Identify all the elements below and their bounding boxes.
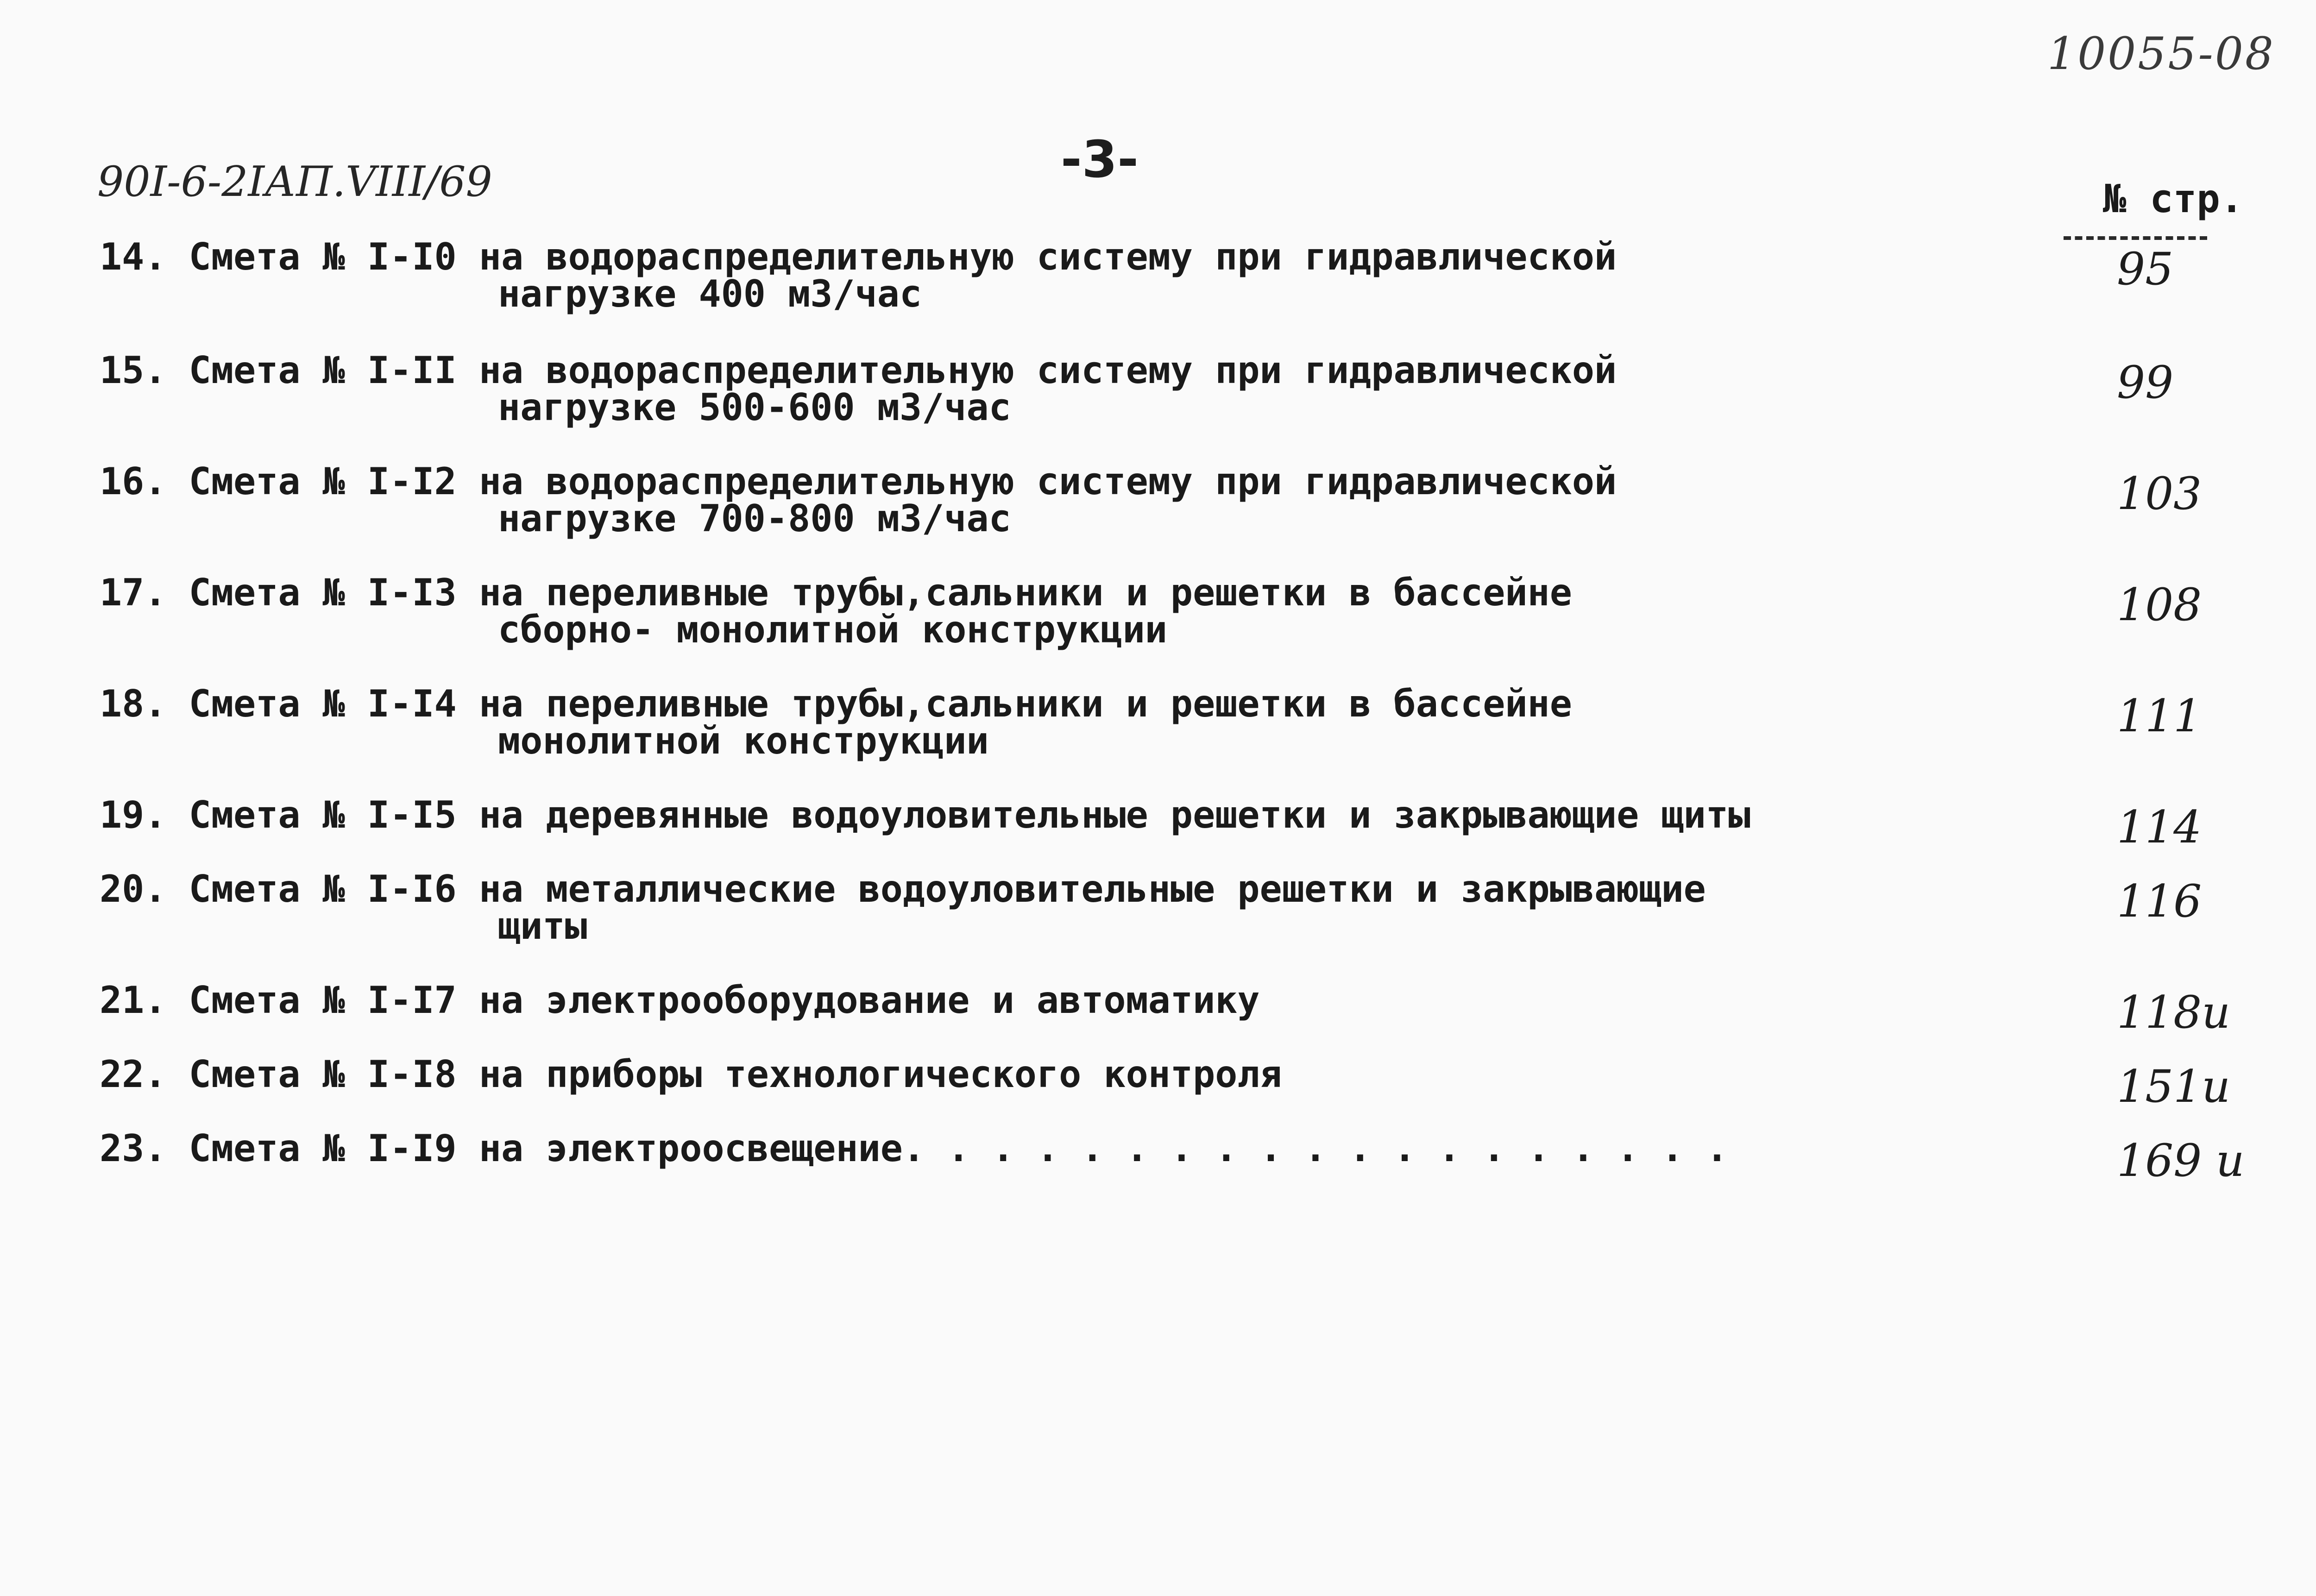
- entry-text: [100, 460, 1906, 540]
- page-number: -3-: [1061, 130, 1139, 189]
- entry-description: на переливные трубы,сальники и решетки в бассейне: [478, 682, 1572, 725]
- entry-text: [100, 979, 1906, 1022]
- estimate-label: Смета № I-II: [189, 349, 457, 392]
- entry-page-number: 111: [2117, 690, 2202, 742]
- entry-description-continued: нагрузке 700-800 м3/час: [498, 497, 1011, 540]
- estimate-label: Смета № I-I2: [189, 460, 457, 503]
- contents-entry: [0, 460, 2316, 540]
- entry-page-number: 114: [2117, 801, 2202, 853]
- contents-entry: [0, 349, 2316, 429]
- estimate-label: Смета № I-I0: [189, 235, 457, 278]
- contents-entry: [0, 235, 2316, 315]
- entry-description: на электроосвещение. . . . . . . . . . . . . . . . . . .: [478, 1127, 1728, 1170]
- entry-text: [100, 349, 1906, 429]
- entry-description-continued: нагрузке 400 м3/час: [498, 272, 922, 315]
- entry-description: на водораспределительную систему при гидравлической: [478, 235, 1617, 278]
- entry-description: на водораспределительную систему при гидравлической: [478, 460, 1617, 503]
- entry-number: 18.: [100, 682, 167, 725]
- entry-text: [100, 867, 1906, 948]
- estimate-label: Смета № I-I5: [189, 793, 457, 836]
- entry-page-number: 118и: [2117, 987, 2231, 1038]
- entry-text: [100, 1127, 1906, 1170]
- contents-entry: [0, 682, 2316, 762]
- estimate-label: Смета № I-I9: [189, 1127, 457, 1170]
- entry-description-continued: щиты: [498, 905, 587, 948]
- entry-description-continued: сборно- монолитной конструкции: [498, 608, 1167, 651]
- entry-text: [100, 793, 1906, 836]
- contents-entry: [0, 793, 2316, 871]
- contents-entry: [0, 1053, 2316, 1130]
- entry-description: на электрооборудование и автоматику: [478, 979, 1260, 1022]
- entry-number: 16.: [100, 460, 167, 503]
- entry-page-number: 169 и: [2117, 1135, 2245, 1187]
- entry-description-continued: нагрузке 500-600 м3/час: [498, 386, 1011, 429]
- entry-number: 15.: [100, 349, 167, 392]
- entry-text: [100, 1053, 1906, 1096]
- contents-entry: [0, 571, 2316, 651]
- entry-description-continued: монолитной конструкции: [498, 719, 989, 762]
- estimate-label: Смета № I-I6: [189, 867, 457, 911]
- entry-description: на приборы технологического контроля: [478, 1053, 1282, 1096]
- entry-text: [100, 682, 1906, 762]
- entry-number: 14.: [100, 235, 167, 278]
- estimate-label: Смета № I-I8: [189, 1053, 457, 1096]
- contents-entry: [0, 979, 2316, 1056]
- entry-number: 20.: [100, 867, 167, 911]
- entry-page-number: 95: [2117, 243, 2174, 295]
- entry-number: 22.: [100, 1053, 167, 1096]
- archive-number: 10055-08: [2047, 28, 2275, 80]
- estimate-label: Смета № I-I3: [189, 571, 457, 614]
- entry-page-number: 151и: [2117, 1061, 2231, 1112]
- entry-description: на металлические водоуловительные решетки и закрывающие: [478, 867, 1706, 911]
- contents-entry: [0, 867, 2316, 948]
- entry-number: 19.: [100, 793, 167, 836]
- entry-text: [100, 235, 1906, 315]
- entry-number: 21.: [100, 979, 167, 1022]
- entry-description: на деревянные водоуловительные решетки и закрывающие щиты: [478, 793, 1751, 836]
- entry-text: [100, 571, 1906, 651]
- page-column-header: № стр.: [2103, 176, 2244, 221]
- entry-page-number: 116: [2117, 875, 2202, 927]
- document-code: 90I-6-2IАП.VIII/69: [97, 157, 492, 206]
- entry-page-number: 108: [2117, 579, 2202, 631]
- entry-description: на водораспределительную систему при гидравлической: [478, 349, 1617, 392]
- entry-page-number: 103: [2117, 468, 2202, 520]
- entry-number: 17.: [100, 571, 167, 614]
- estimate-label: Смета № I-I4: [189, 682, 457, 725]
- entry-number: 23.: [100, 1127, 167, 1170]
- entry-description: на переливные трубы,сальники и решетки в бассейне: [478, 571, 1572, 614]
- entry-page-number: 99: [2117, 357, 2174, 408]
- estimate-label: Смета № I-I7: [189, 979, 457, 1022]
- contents-entry: [0, 1127, 2316, 1204]
